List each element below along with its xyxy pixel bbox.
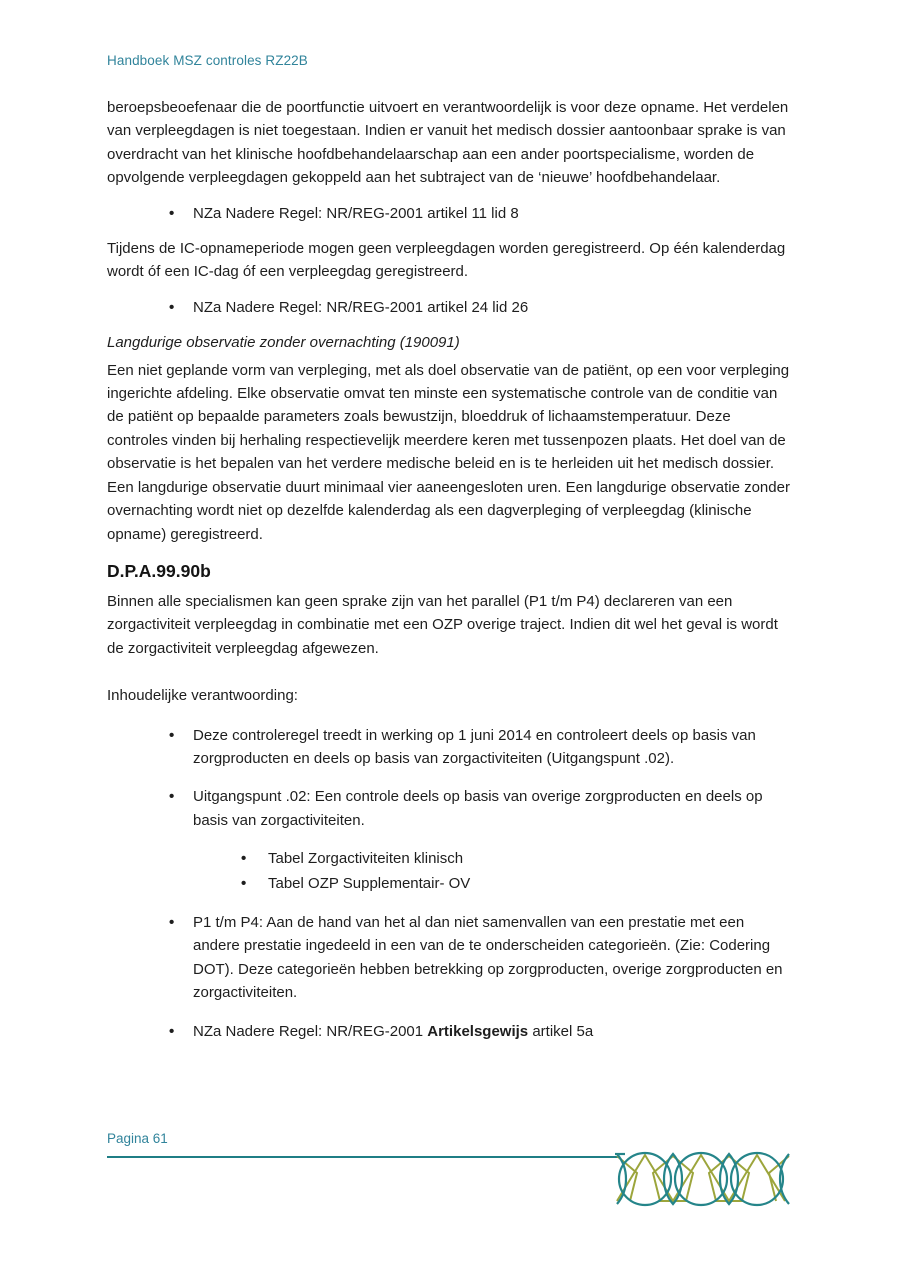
bullet-nza-text-suffix: artikel 5a — [528, 1022, 594, 1040]
bullet-list-nza-2 — [107, 296, 791, 319]
section-heading-dpa-99-90b: D.P.A.99.90b — [107, 560, 211, 581]
paragraph-observatie: Een niet geplande vorm van verpleging, met als doel observatie van de patiënt, op een voor verpleging ingerichte afdeling. Elke observatie omvat ten minste een systematische controle van de conditie van de patiënt op bepaalde parameters zoals bewustzijn, bloeddruk of lichaamstemperatuur. Deze controles vinden bij herhaling respectievelijk meerdere keren met tussenpozen plaats. Het doel van de observatie is het bepalen van het verdere medische beleid en is te herleiden uit het medisch dossier. Een langdurige observatie duurt minimaal vier aaneengesloten uren. Een langdurige observatie zonder overnachting wordt niet op dezelfde kalenderdag als een dagverpleging of verpleegdag (klinische opname) geregistreerd. — [107, 361, 790, 543]
paragraph-ic-opnameperiode: Tijdens de IC-opnameperiode mogen geen verpleegdagen worden geregistreerd. Op één kalenderdag wordt óf een IC-dag óf een verpleegdag geregistreerd. — [107, 240, 786, 281]
bullet-item-controleregel: • Deze controleregel treedt in werking op 1 juni 2014 en controleert deels op basis van zorgproducten en deels op basis van zorgactiviteiten (Uitgangspunt .02). — [107, 724, 791, 771]
bullet-item-nza-regel-artikel-24: • NZa Nadere Regel: NR/REG-2001 artikel 24 lid 26 — [107, 296, 791, 319]
bullet-item-uitgangspunt: • Uitgangspunt .02: Een controle deels op basis van overige zorgproducten en deels op basis van zorgactiviteiten. — [107, 785, 791, 832]
footer-weave-logo-icon — [615, 1151, 791, 1207]
bullet-nza-text-prefix: NZa Nadere Regel: NR/REG-2001 — [193, 1022, 428, 1040]
bullet-list-verantwoording — [107, 724, 791, 833]
document-header-title: Handboek MSZ controles RZ22B — [107, 53, 308, 68]
sub-bullet-item-tabel-zorgactiviteiten: • Tabel Zorgactiviteiten klinisch — [107, 847, 791, 870]
bullet-item-p1-tm-p4: • P1 t/m P4: Aan de hand van het al dan niet samenvallen van een prestatie met een andere prestatie ingedeeld in een van de te onderscheiden categorieën. (Zie: Codering DOT). Deze categorieën hebben betrekking op zorgproducten, overige zorgproducten en zorgactiviteiten. — [107, 911, 791, 1005]
bullet-list-nza-1 — [107, 202, 791, 225]
bullet-list-verantwoording-2 — [107, 911, 791, 1043]
subheading-langdurige-observatie: Langdurige observatie zonder overnachting (190091) — [107, 334, 460, 352]
sub-bullet-item-tabel-ozp: • Tabel OZP Supplementair- OV — [107, 872, 791, 895]
paragraph-inhoudelijke-verantwoording: Inhoudelijke verantwoording: — [107, 687, 298, 705]
paragraph-intro: beroepsbeoefenaar die de poortfunctie uitvoert en verantwoordelijk is voor deze opname. Het verdelen van verpleegdagen is niet toegestaan. Indien er vanuit het medisch dossier aantoonbaar sprake is van overdracht van het klinische hoofdbehandelaarschap aan een ander poortspecialisme, worden de opvolgende verpleegdagen gekoppeld aan het subtraject van de ‘nieuwe’ hoofdbehandelaar. — [107, 99, 789, 187]
bullet-item-nza-regel-artikel-11: • NZa Nadere Regel: NR/REG-2001 artikel 11 lid 8 — [107, 202, 791, 225]
page-number-label: Pagina 61 — [107, 1131, 168, 1146]
paragraph-section-dpa: Binnen alle specialismen kan geen sprake zijn van het parallel (P1 t/m P4) declareren van een zorgactiviteit verpleegdag in combinatie met een OZP overige traject. Indien dit wel het geval is wordt de zorgactiviteit verpleegdag afgewezen. — [107, 592, 778, 657]
logo-olive-strokes — [617, 1155, 789, 1201]
bullet-item-nza-artikelsgewijs — [107, 1020, 791, 1043]
footer-divider-rule — [107, 1156, 619, 1158]
bullet-nza-text-bold: Artikelsgewijs — [427, 1022, 529, 1040]
document-footer — [107, 1131, 791, 1231]
sub-bullet-list-tabellen — [107, 847, 791, 895]
document-body — [107, 96, 791, 1055]
